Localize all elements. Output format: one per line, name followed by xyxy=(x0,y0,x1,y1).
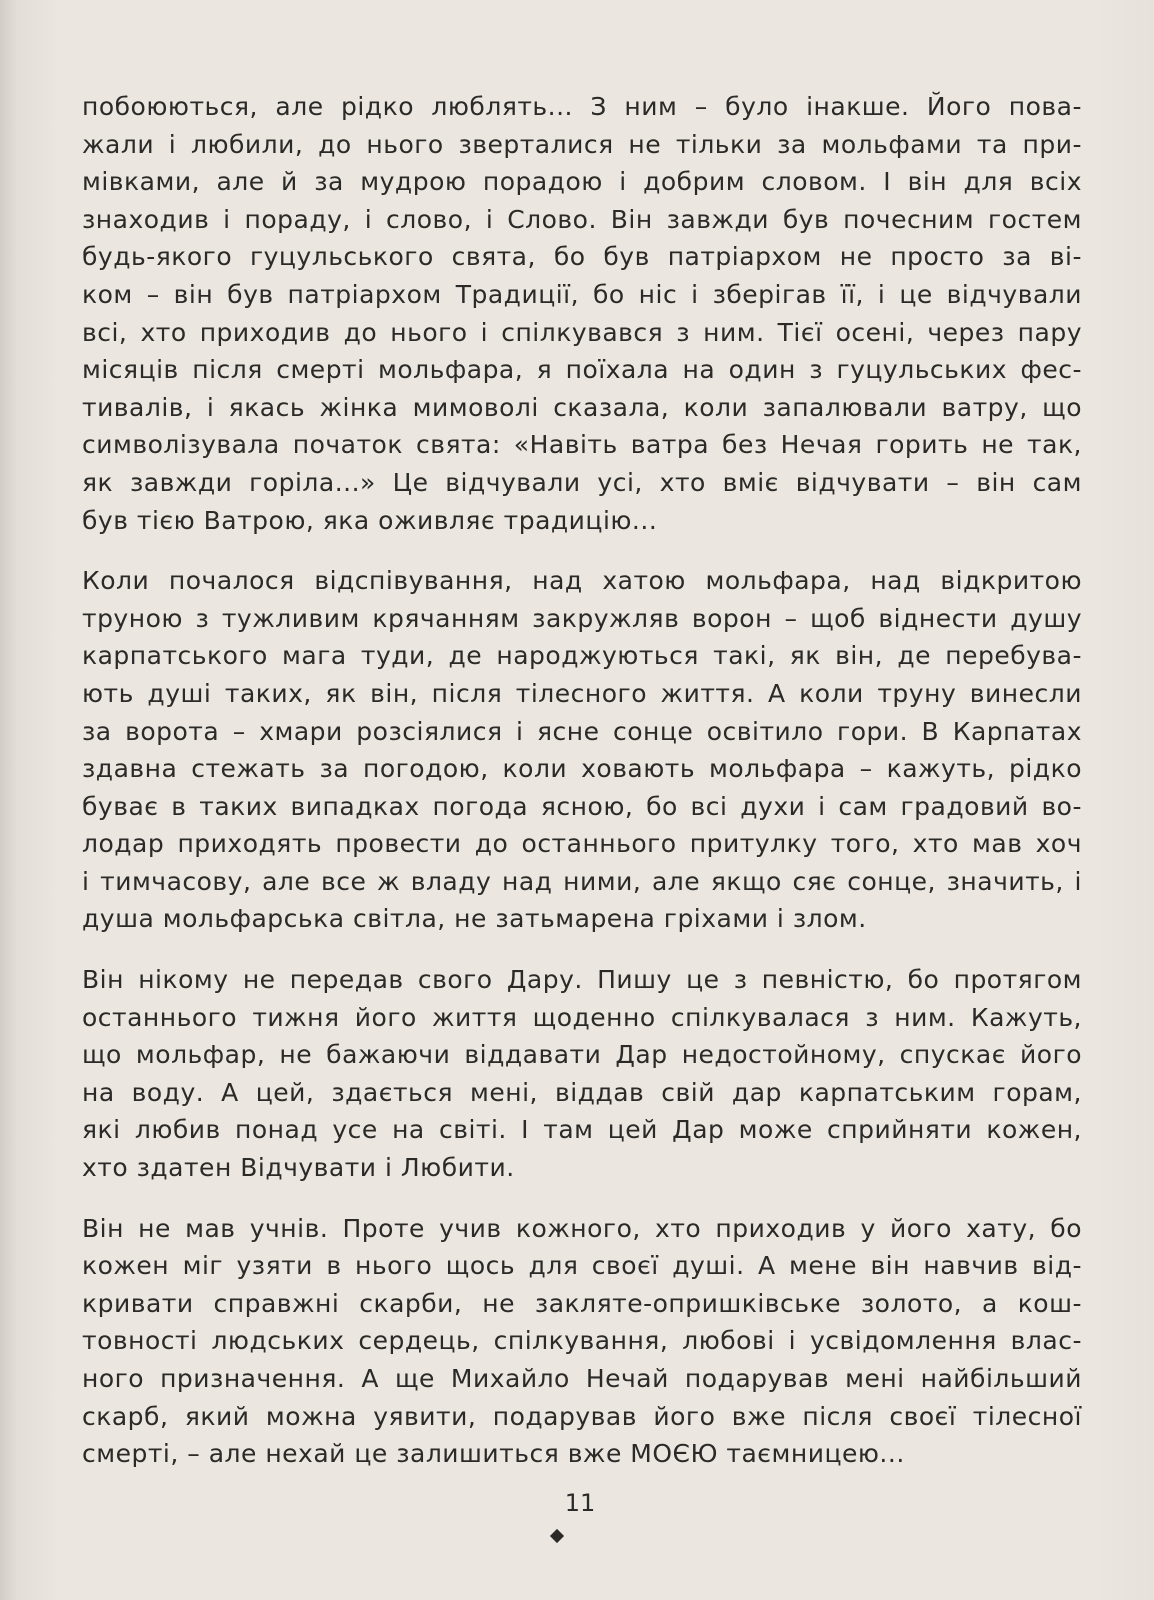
text-line: Він не мав учнів. Проте учив кожного, хто приходив у його хату, бо xyxy=(82,1213,1082,1243)
text-line: останнього тижня його життя щоденно спілкувалася з ним. Кажуть, xyxy=(82,1002,1082,1032)
text-line: лодар приходять провести до останнього притулку того, хто мав хоч xyxy=(82,829,1082,859)
paragraph-1 xyxy=(82,88,1082,539)
text-line: символізувала початок свята: «Навіть ватра без Нечая горить не так, xyxy=(82,430,1082,460)
text-line: буває в таких випадках погода ясною, бо всі духи і сам градовий во- xyxy=(82,791,1082,821)
page-text xyxy=(82,88,1082,1496)
text-line: тивалів, і якась жінка мимоволі сказала, коли запалювали ватру, що xyxy=(82,392,1082,422)
text-line: жали і любили, до нього зверталися не тільки за мольфами та при- xyxy=(82,129,1082,159)
text-line: здавна стежать за погодою, коли ховають мольфара – кажуть, рідко xyxy=(82,754,1082,784)
page-number: 11 xyxy=(564,1489,596,1517)
text-line: будь-якого гуцульського свята, бо був патріархом не просто за ві- xyxy=(82,242,1082,272)
text-line: ного призначення. А ще Михайло Нечай подарував мені найбільший xyxy=(82,1364,1082,1393)
text-line: карпатського мага туди, де народжуються такі, як він, де перебува- xyxy=(82,641,1082,671)
text-line: на воду. А цей, здається мені, віддав свій дар карпатським горам, xyxy=(82,1077,1082,1107)
text-line: знаходив і пораду, і слово, і Слово. Він завжди був почесним гостем xyxy=(82,204,1082,234)
diamond-ornament-icon xyxy=(550,1529,564,1543)
text-line: товності людських сердець, спілкування, любові і усвідомлення влас- xyxy=(82,1326,1082,1356)
text-line: ком – він був патріархом Традиції, бо ніс і зберігав її, і це відчували xyxy=(82,279,1082,309)
text-line: був тією Ватрою, яка оживляє традицію... xyxy=(82,505,658,535)
text-line: скарб, який можна уявити, подарував його вже після своєї тілесної xyxy=(82,1401,1082,1431)
text-line: мівками, але й за мудрою порадою і добрим словом. І він для всіх xyxy=(82,167,1082,197)
text-line: які любив понад усе на світі. І там цей Дар може сприйняти кожен, xyxy=(82,1115,1082,1145)
text-line: душа мольфарська світла, не затьмарена гріхами і злом. xyxy=(82,904,867,934)
text-line: смерті, – але нехай це залишиться вже МОЄЮ таємницею... xyxy=(82,1439,905,1469)
text-line: кожен міг узяти в нього щось для своєї душі. А мене він навчив від- xyxy=(82,1251,1082,1281)
paragraph-3 xyxy=(82,961,1082,1187)
text-line: як завжди горіла...» Це відчували усі, хто вміє відчувати – він сам xyxy=(82,467,1082,497)
text-line: Коли почалося відспівування, над хатою мольфара, над відкритою xyxy=(82,566,1082,596)
text-line: труною з тужливим крячанням закружляв ворон – щоб віднести душу xyxy=(82,603,1082,633)
paragraph-2 xyxy=(82,562,1082,938)
text-line: побоюються, але рідко люблять... З ним – було інакше. Його пова- xyxy=(82,92,1082,121)
text-line: за ворота – хмари розсіялися і ясне сонце освітило гори. В Карпатах xyxy=(82,716,1082,746)
paragraph-4 xyxy=(82,1210,1082,1473)
text-line: кривати справжні скарби, не закляте-опришківське золото, а кош- xyxy=(82,1288,1082,1318)
text-line: хто здатен Відчувати і Любити. xyxy=(82,1153,515,1183)
text-line: місяців після смерті мольфара, я поїхала на один з гуцульських фес- xyxy=(82,355,1082,385)
text-line: що мольфар, не бажаючи віддавати Дар недостойному, спускає його xyxy=(82,1040,1082,1070)
text-line: ють душі таких, як він, після тілесного життя. А коли труну винесли xyxy=(82,678,1082,708)
text-line: Він нікому не передав свого Дару. Пишу це з певністю, бо протягом xyxy=(82,965,1082,995)
text-line: і тимчасову, але все ж владу над ними, але якщо сяє сонце, значить, і xyxy=(82,866,1082,896)
text-line: всі, хто приходив до нього і спілкувався з ним. Тієї осені, через пару xyxy=(82,317,1082,347)
